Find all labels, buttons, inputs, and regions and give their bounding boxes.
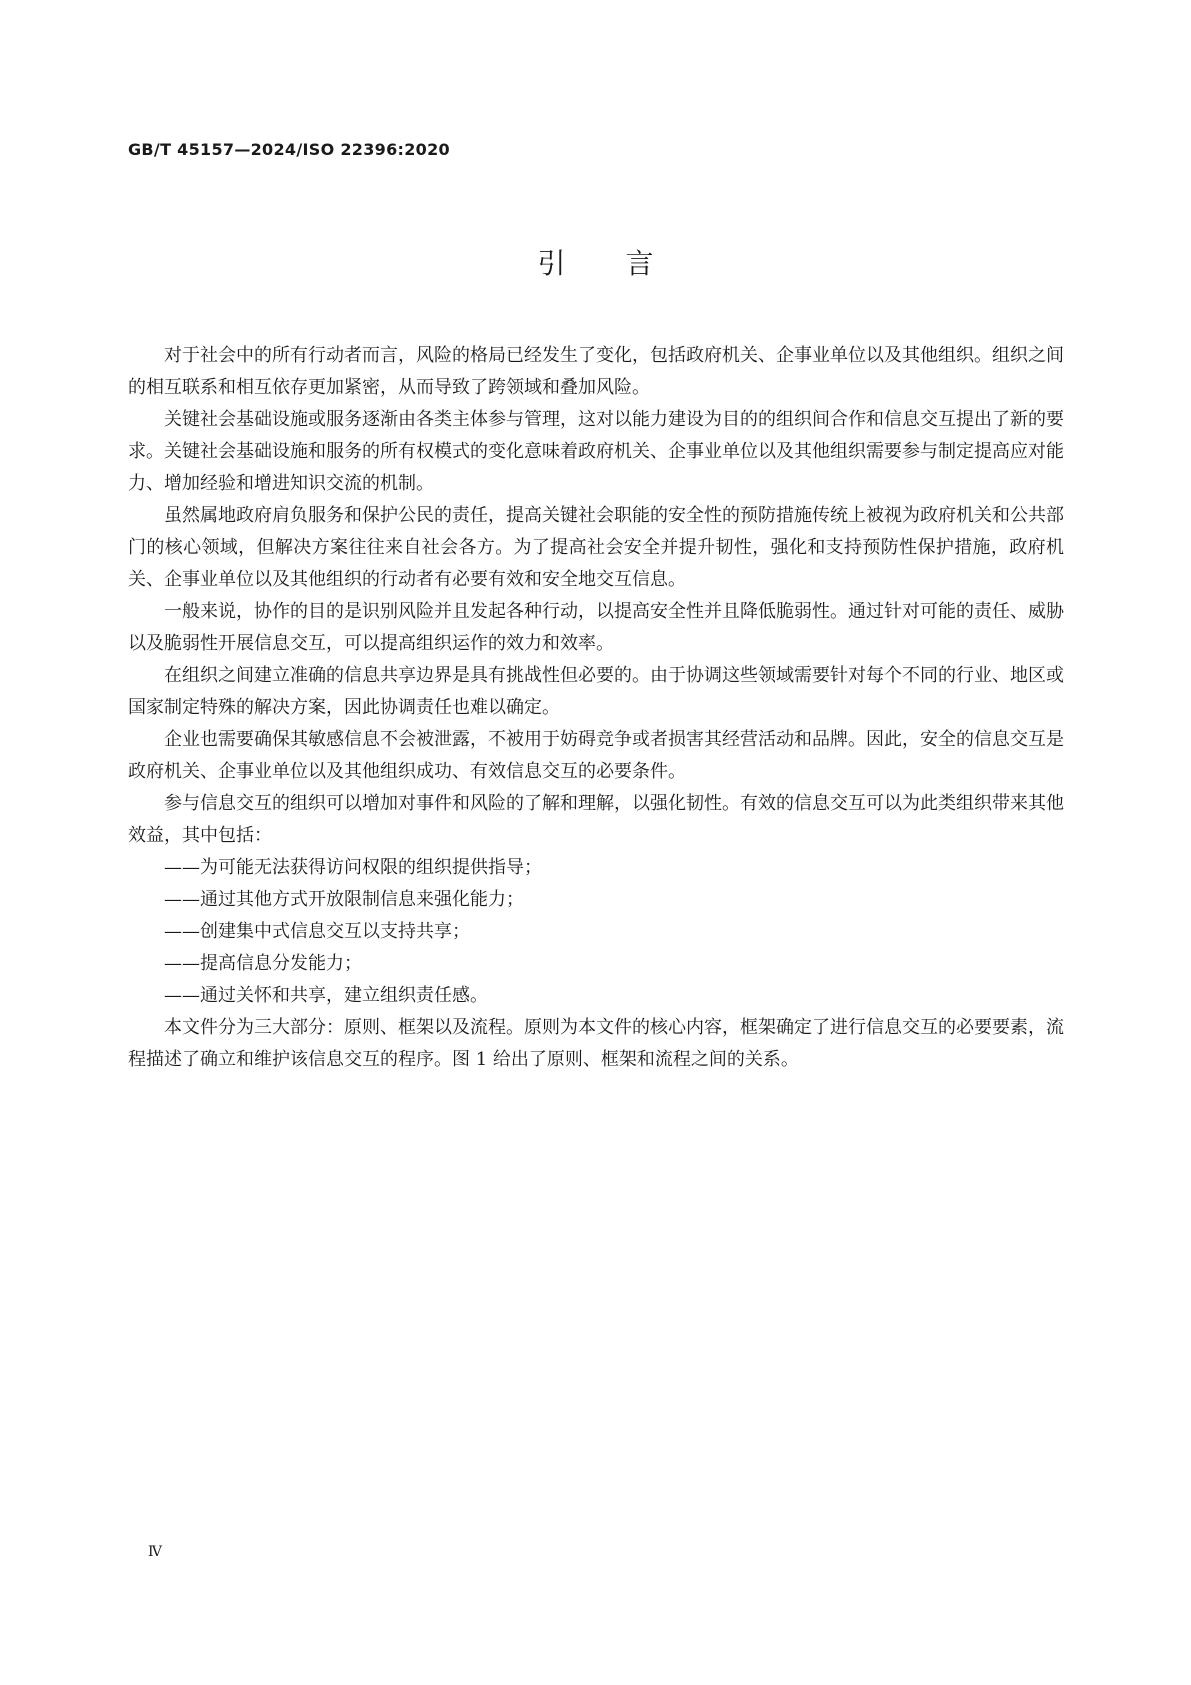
closing-paragraph: 本文件分为三大部分：原则、框架以及流程。原则为本文件的核心内容，框架确定了进行信息交互的必要要素，流程描述了确立和维护该信息交互的程序。图 1 给出了原则、框架和流程之间的关系。 (128, 1017, 1064, 1070)
standard-code-header: GB/T 45157—2024/ISO 22396:2020 (128, 140, 450, 159)
introduction-body (128, 340, 1064, 1076)
list-item: ——创建集中式信息交互以支持共享； (164, 921, 470, 942)
list-item: ——为可能无法获得访问权限的组织提供指导； (164, 857, 542, 878)
paragraph-1: 对于社会中的所有行动者而言，风险的格局已经发生了变化，包括政府机关、企事业单位以及其他组织。组织之间的相互联系和相互依存更加紧密，从而导致了跨领域和叠加风险。 (128, 345, 1064, 398)
paragraph-3: 虽然属地政府肩负服务和保护公民的责任，提高关键社会职能的安全性的预防措施传统上被视为政府机关和公共部门的核心领域，但解决方案往往来自社会各方。为了提高社会安全并提升韧性，强化和支持预防性保护措施，政府机关、企事业单位以及其他组织的行动者有必要有效和安全地交互信息。 (128, 505, 1064, 590)
paragraph-5: 在组织之间建立准确的信息共享边界是具有挑战性但必要的。由于协调这些领域需要针对每个不同的行业、地区或国家制定特殊的解决方案，因此协调责任也难以确定。 (128, 665, 1064, 718)
paragraph-6: 企业也需要确保其敏感信息不会被泄露，不被用于妨碍竞争或者损害其经营活动和品牌。因此，安全的信息交互是政府机关、企事业单位以及其他组织成功、有效信息交互的必要条件。 (128, 729, 1064, 782)
list-item: ——通过其他方式开放限制信息来强化能力； (164, 889, 524, 910)
list-item: ——通过关怀和共享，建立组织责任感。 (164, 985, 488, 1006)
page-title: 引言 (537, 247, 714, 280)
list-item: ——提高信息分发能力； (164, 953, 362, 974)
paragraph-2: 关键社会基础设施或服务逐渐由各类主体参与管理，这对以能力建设为目的的组织间合作和信息交互提出了新的要求。关键社会基础设施和服务的所有权模式的变化意味着政府机关、企事业单位以及其他组织需要参与制定提高应对能力、增加经验和增进知识交流的机制。 (128, 409, 1064, 494)
page-number: Ⅳ (148, 1544, 162, 1560)
paragraph-4: 一般来说，协作的目的是识别风险并且发起各种行动，以提高安全性并且降低脆弱性。通过针对可能的责任、威胁以及脆弱性开展信息交互，可以提高组织运作的效力和效率。 (128, 601, 1064, 654)
paragraph-7: 参与信息交互的组织可以增加对事件和风险的了解和理解，以强化韧性。有效的信息交互可以为此类组织带来其他效益，其中包括： (128, 793, 1064, 846)
